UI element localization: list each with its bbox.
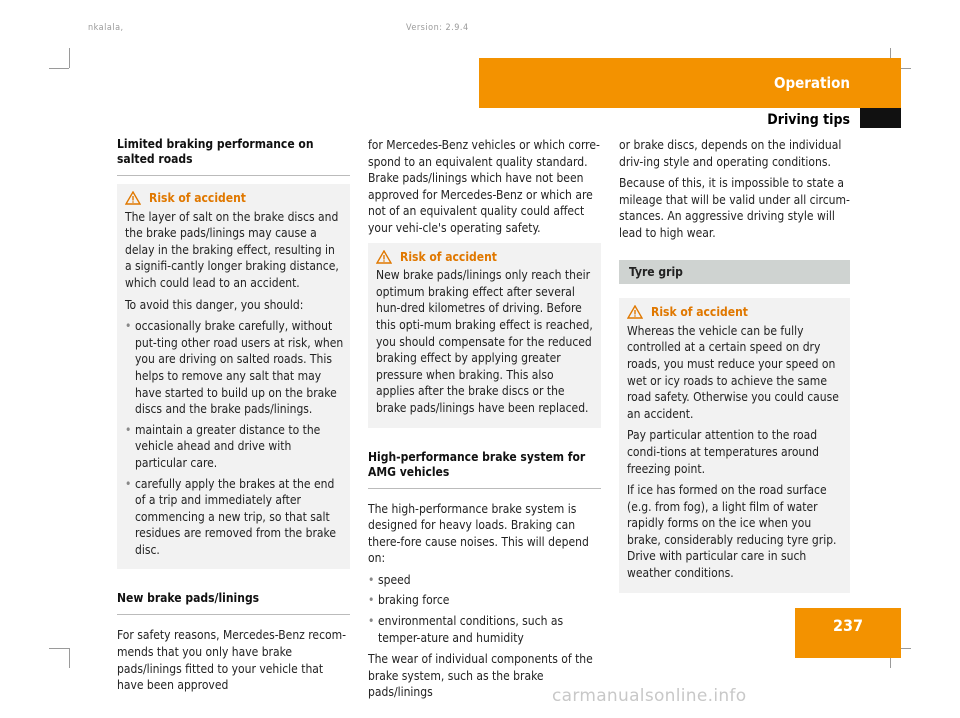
column-1 bbox=[117, 137, 350, 699]
warning-triangle-icon bbox=[627, 305, 643, 319]
page-number-label: 237 bbox=[832, 616, 864, 635]
paragraph: The high-performance brake system is designed for heavy loads. Braking can there-fore cause noises. This will depend on: bbox=[368, 501, 589, 566]
list-item: • braking force bbox=[368, 592, 601, 609]
section-bar-end bbox=[860, 58, 901, 108]
warning-title: Risk of accident bbox=[149, 191, 246, 205]
warning-title: Risk of accident bbox=[651, 305, 748, 320]
section-label: Operation bbox=[773, 73, 850, 92]
heading-tyre-grip: Tyre grip bbox=[619, 260, 850, 285]
warning-box bbox=[368, 243, 601, 428]
print-meta-center: Version: 2.9.4 bbox=[406, 23, 469, 33]
list-item: • maintain a greater distance to the vehicle ahead and drive with particular care. bbox=[125, 422, 344, 472]
list-item: • environmental conditions, such as temper-ature and humidity bbox=[368, 613, 601, 646]
crop-mark bbox=[69, 648, 70, 668]
warning-triangle-icon bbox=[125, 191, 141, 205]
warning-header bbox=[627, 304, 844, 321]
warning-box bbox=[117, 184, 350, 569]
heading-salted-roads: Limited braking performance on salted roads bbox=[117, 137, 350, 176]
heading-amg-brakes: High-performance brake system for AMG vehicles bbox=[368, 450, 601, 489]
paragraph: For safety reasons, Mercedes-Benz recom-mends that you only have brake pads/linings fitted to your vehicle that have been approved bbox=[117, 628, 347, 693]
paragraph: The wear of individual components of the brake system, such as the brake pads/linings bbox=[368, 652, 593, 700]
warning-triangle-icon bbox=[376, 250, 392, 264]
crop-mark bbox=[49, 68, 69, 69]
section-bar bbox=[479, 58, 860, 108]
paragraph: Pay particular attention to the road condi-tions at temperatures around freezing point. bbox=[627, 428, 819, 476]
paragraph: New brake pads/linings only reach their optimum braking effect after several hun-dred kilometres of driving. Before this opti-mum braking effect is reached, you should compensate for the reduced braking effect by applying greater pressure when braking. This also applies after the brake discs or the brake pads/linings have been replaced. bbox=[376, 268, 593, 415]
crop-mark bbox=[69, 48, 70, 68]
column-2 bbox=[368, 137, 601, 706]
list-item: • speed bbox=[368, 572, 601, 589]
warning-header bbox=[376, 249, 595, 266]
column-3 bbox=[619, 137, 850, 601]
heading-new-brake-pads: New brake pads/linings bbox=[117, 591, 350, 615]
warning-title: Risk of accident bbox=[400, 249, 497, 264]
watermark: carmanualsonline.info bbox=[552, 686, 747, 706]
crop-mark bbox=[49, 648, 69, 649]
paragraph: for Mercedes-Benz vehicles or which corre-spond to an equivalent quality standard. Brake pads/linings which have not been approved for Mercedes-Benz or which are not of an equivalent quality could affect your vehi-cle's operating safety. bbox=[368, 138, 600, 235]
bullet-list bbox=[125, 318, 344, 558]
paragraph: Whereas the vehicle can be fully controlled at a certain speed on dry roads, you must reduce your speed on wet or icy roads to achieve the same road safety. Otherwise you could cause an accident. bbox=[627, 323, 839, 421]
page-title-bar bbox=[479, 108, 860, 132]
list-item: • carefully apply the brakes at the end of a trip and immediately after commencing a new trip, so that salt residues are removed from the brake disc. bbox=[125, 476, 344, 559]
paragraph: or brake discs, depends on the individual driv-ing style and operating conditions. bbox=[619, 138, 842, 169]
paragraph: To avoid this danger, you should: bbox=[125, 297, 304, 312]
page-number bbox=[795, 608, 901, 658]
list-item: • occasionally brake carefully, without put-ting other road users at risk, when you are driving on salted roads. This helps to remove any salt that may have started to build up on the brake discs and the brake pads/linings. bbox=[125, 318, 344, 418]
bullet-list bbox=[368, 572, 601, 646]
page-tab-marker bbox=[860, 108, 901, 128]
paragraph: The layer of salt on the brake discs and the brake pads/linings may cause a delay in the braking effect, resulting in a signifi-cantly longer braking distance, which could lead to an accident. bbox=[125, 209, 339, 290]
print-meta-left: nkalala, bbox=[88, 23, 124, 33]
warning-header bbox=[125, 190, 344, 207]
warning-box bbox=[619, 298, 850, 593]
paragraph: Because of this, it is impossible to state a mileage that will be valid under all circum-stances. An aggressive driving style will lead to high wear. bbox=[619, 176, 850, 240]
paragraph: If ice has formed on the road surface (e.g. from fog), a light film of water rapidly forms on the ice when you brake, considerably reducing tyre grip. Drive with particular care in such weather conditions. bbox=[627, 483, 837, 581]
page-title: Driving tips bbox=[767, 111, 850, 128]
